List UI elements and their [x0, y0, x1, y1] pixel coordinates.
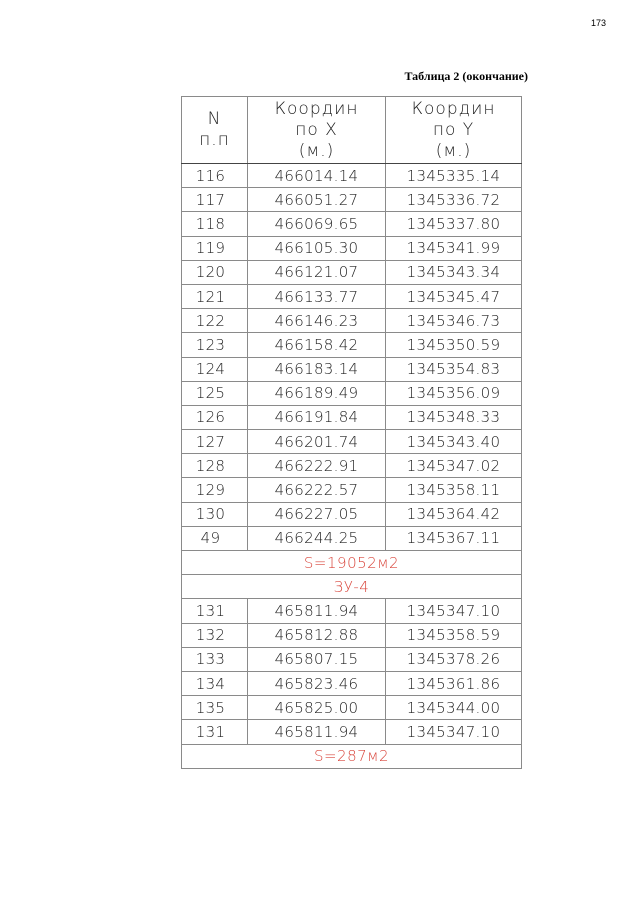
point-number-cell: 118 [182, 212, 248, 236]
page-number: 173 [590, 18, 606, 28]
table-row [182, 309, 522, 333]
header-coord-x [248, 97, 386, 164]
coord-x-cell: 466051.27 [248, 188, 386, 212]
point-number-cell: 133 [182, 647, 248, 671]
table-row [182, 430, 522, 454]
table-row [182, 236, 522, 260]
coordinates-table [181, 96, 522, 769]
coord-y-cell: 1345337.80 [386, 212, 522, 236]
point-number-cell: 126 [182, 405, 248, 429]
table-row [182, 405, 522, 429]
coord-x-cell: 465812.88 [248, 623, 386, 647]
header-row [182, 97, 522, 164]
point-number-cell: 116 [182, 164, 248, 188]
point-number-cell: 124 [182, 357, 248, 381]
coord-x-cell: 466191.84 [248, 405, 386, 429]
point-number-cell: 119 [182, 236, 248, 260]
table-row [182, 696, 522, 720]
header-text: Координ [411, 98, 496, 119]
coord-x-cell: 466222.57 [248, 478, 386, 502]
coord-y-cell: 1345341.99 [386, 236, 522, 260]
header-coord-y [386, 97, 522, 164]
coord-x-cell: 465823.46 [248, 671, 386, 695]
coord-x-cell: 466227.05 [248, 502, 386, 526]
coord-x-cell: 466146.23 [248, 309, 386, 333]
table-row [182, 357, 522, 381]
table-row [182, 381, 522, 405]
coord-x-cell: 466121.07 [248, 260, 386, 284]
table-row [182, 478, 522, 502]
coord-y-cell: 1345347.10 [386, 599, 522, 623]
coord-x-cell: 466201.74 [248, 430, 386, 454]
point-number-cell: 49 [182, 526, 248, 550]
area-summary-text: S=287м2 [182, 744, 522, 768]
coord-y-cell: 1345367.11 [386, 526, 522, 550]
table-row [182, 623, 522, 647]
coord-x-cell: 466014.14 [248, 164, 386, 188]
point-number-cell: 117 [182, 188, 248, 212]
coord-x-cell: 465811.94 [248, 599, 386, 623]
area-summary-row [182, 575, 522, 599]
coord-y-cell: 1345335.14 [386, 164, 522, 188]
coord-y-cell: 1345347.10 [386, 720, 522, 744]
coord-x-cell: 466069.65 [248, 212, 386, 236]
coord-y-cell: 1345378.26 [386, 647, 522, 671]
coord-x-cell: 465825.00 [248, 696, 386, 720]
area-summary-text: ЗУ-4 [182, 575, 522, 599]
point-number-cell: 131 [182, 720, 248, 744]
coord-x-cell: 465811.94 [248, 720, 386, 744]
coord-y-cell: 1345348.33 [386, 405, 522, 429]
coord-y-cell: 1345344.00 [386, 696, 522, 720]
point-number-cell: 122 [182, 309, 248, 333]
table-row [182, 333, 522, 357]
header-text: N [207, 109, 222, 129]
coord-y-cell: 1345358.11 [386, 478, 522, 502]
table-row [182, 526, 522, 550]
point-number-cell: 132 [182, 623, 248, 647]
table-header [182, 97, 522, 164]
table-row [182, 454, 522, 478]
point-number-cell: 134 [182, 671, 248, 695]
table-row [182, 212, 522, 236]
point-number-cell: 128 [182, 454, 248, 478]
area-summary-row [182, 744, 522, 768]
header-text: Координ [274, 98, 359, 119]
header-text: п.п [199, 130, 230, 150]
coord-x-cell: 466105.30 [248, 236, 386, 260]
coord-y-cell: 1345361.86 [386, 671, 522, 695]
header-text: (м.) [298, 140, 335, 161]
coord-x-cell: 466183.14 [248, 357, 386, 381]
coord-y-cell: 1345347.02 [386, 454, 522, 478]
point-number-cell: 131 [182, 599, 248, 623]
coord-y-cell: 1345364.42 [386, 502, 522, 526]
coord-y-cell: 1345345.47 [386, 284, 522, 308]
header-text: (м.) [435, 140, 472, 161]
coord-x-cell: 465807.15 [248, 647, 386, 671]
table-row [182, 502, 522, 526]
coord-y-cell: 1345354.83 [386, 357, 522, 381]
header-point-number [182, 97, 248, 164]
table-row [182, 188, 522, 212]
point-number-cell: 121 [182, 284, 248, 308]
point-number-cell: 123 [182, 333, 248, 357]
coord-x-cell: 466158.42 [248, 333, 386, 357]
header-text: по Y [432, 119, 475, 140]
point-number-cell: 135 [182, 696, 248, 720]
coord-x-cell: 466133.77 [248, 284, 386, 308]
coord-y-cell: 1345358.59 [386, 623, 522, 647]
table-row [182, 720, 522, 744]
coord-x-cell: 466189.49 [248, 381, 386, 405]
coord-y-cell: 1345343.40 [386, 430, 522, 454]
table-row [182, 671, 522, 695]
coord-x-cell: 466244.25 [248, 526, 386, 550]
point-number-cell: 125 [182, 381, 248, 405]
coord-y-cell: 1345346.73 [386, 309, 522, 333]
area-summary-row [182, 551, 522, 575]
area-summary-text: S=19052м2 [182, 551, 522, 575]
table-body [182, 164, 522, 769]
point-number-cell: 120 [182, 260, 248, 284]
point-number-cell: 127 [182, 430, 248, 454]
table-caption: Таблица 2 (окончание) [404, 69, 528, 83]
coord-y-cell: 1345356.09 [386, 381, 522, 405]
point-number-cell: 130 [182, 502, 248, 526]
coord-y-cell: 1345343.34 [386, 260, 522, 284]
table-row [182, 164, 522, 188]
table-row [182, 260, 522, 284]
table-row [182, 284, 522, 308]
point-number-cell: 129 [182, 478, 248, 502]
table-row [182, 599, 522, 623]
table-row [182, 647, 522, 671]
header-text: по X [295, 119, 338, 140]
coord-x-cell: 466222.91 [248, 454, 386, 478]
coord-y-cell: 1345350.59 [386, 333, 522, 357]
coord-y-cell: 1345336.72 [386, 188, 522, 212]
